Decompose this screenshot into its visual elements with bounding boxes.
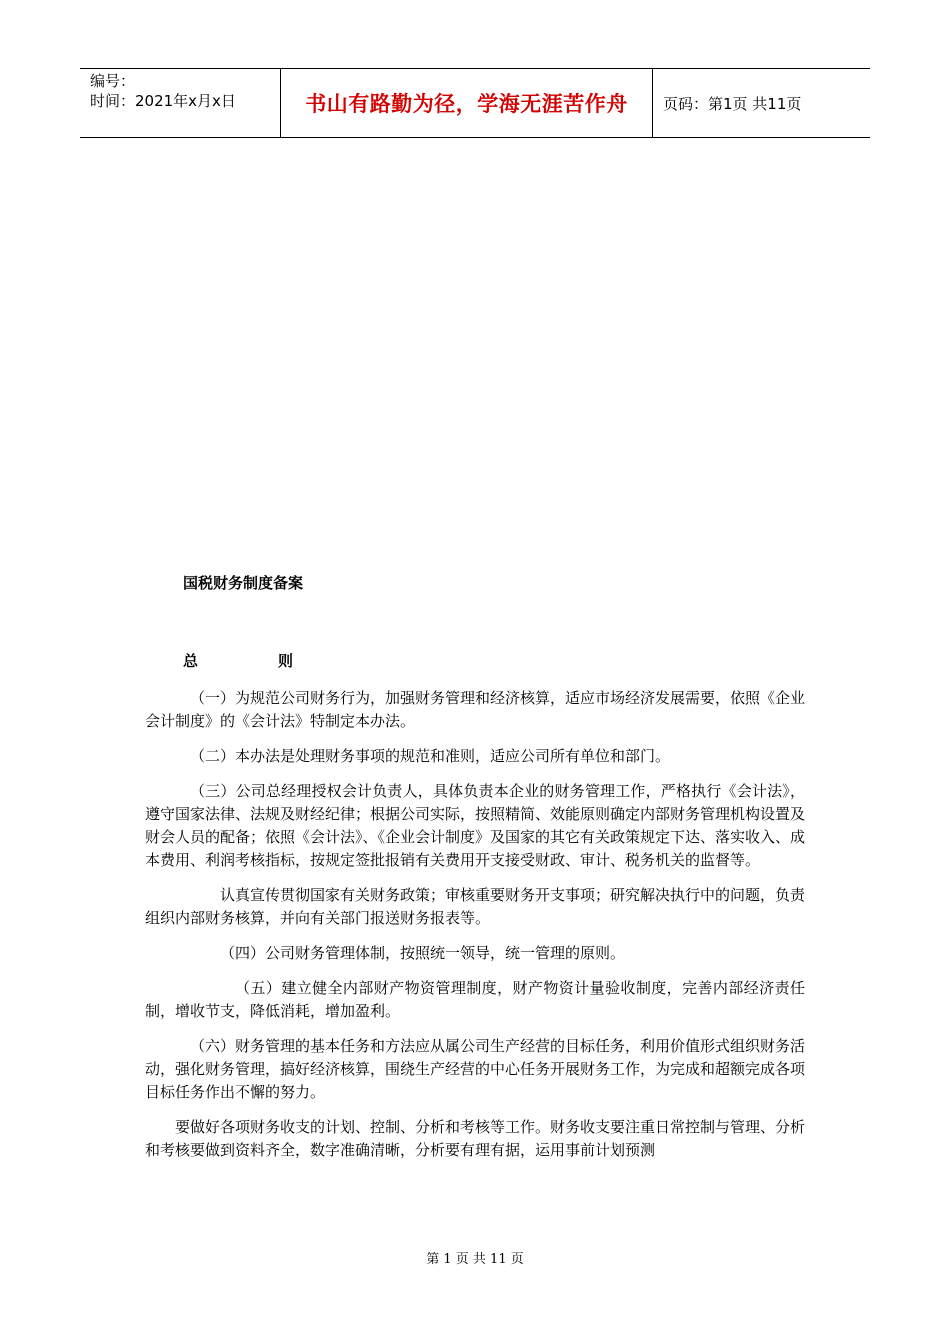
header-meta	[80, 69, 281, 137]
paragraph: （五）建立健全内部财产物资管理制度，财产物资计量验收制度，完善内部经济责任制，增收节支，降低消耗，增加盈利。	[145, 979, 805, 1020]
section-heading	[183, 650, 293, 671]
paragraph: （三）公司总经理授权会计负责人，具体负责本企业的财务管理工作，严格执行《会计法》，遵守国家法律、法规及财经纪律；根据公司实际，按照精简、效能原则确定内部财务管理机构设置及财会人员的配备；依照《会计法》、《企业会计制度》及国家的其它有关政策规定下达、落实收入、成本费用、利润考核指标，按规定签批报销有关费用开支接受财政、审计、税务机关的监督等。	[145, 782, 806, 869]
time-label: 时间：2021年x月x日	[90, 92, 236, 110]
header-page-info: 页码：第1页 共11页	[663, 94, 802, 113]
header-motto: 书山有路勤为径，学海无涯苦作舟	[281, 69, 653, 137]
page-footer: 第 1 页 共 11 页	[426, 1252, 524, 1267]
paragraph: 认真宣传贯彻国家有关财务政策；审核重要财务开支事项；研究解决执行中的问题，负责组织内部财务核算，并向有关部门报送财务报表等。	[145, 886, 806, 927]
document-body	[145, 687, 805, 1174]
paragraph: （六）财务管理的基本任务和方法应从属公司生产经营的目标任务，利用价值形式组织财务活动，强化财务管理，搞好经济核算，围绕生产经营的中心任务开展财务工作，为完成和超额完成各项目标任务作出不懈的努力。	[145, 1037, 806, 1101]
section-heading-part-2: 则	[277, 652, 293, 670]
paragraph: （四）公司财务管理体制，按照统一领导，统一管理的原则。	[220, 944, 626, 962]
number-label: 编号：	[90, 72, 136, 90]
paragraph: 要做好各项财务收支的计划、控制、分析和考核等工作。财务收支要注重日常控制与管理、分析和考核要做到资料齐全，数字准确清晰，分析要有理有据，运用事前计划预测	[145, 1118, 806, 1159]
paragraph: （二）本办法是处理财务事项的规范和准则，适应公司所有单位和部门。	[190, 747, 671, 765]
page-header	[80, 68, 870, 138]
document-title: 国税财务制度备案	[183, 574, 304, 592]
section-heading-part-1: 总	[183, 652, 199, 670]
paragraph: （一）为规范公司财务行为，加强财务管理和经济核算，适应市场经济发展需要，依照《企业会计制度》的《会计法》特制定本办法。	[145, 689, 806, 730]
